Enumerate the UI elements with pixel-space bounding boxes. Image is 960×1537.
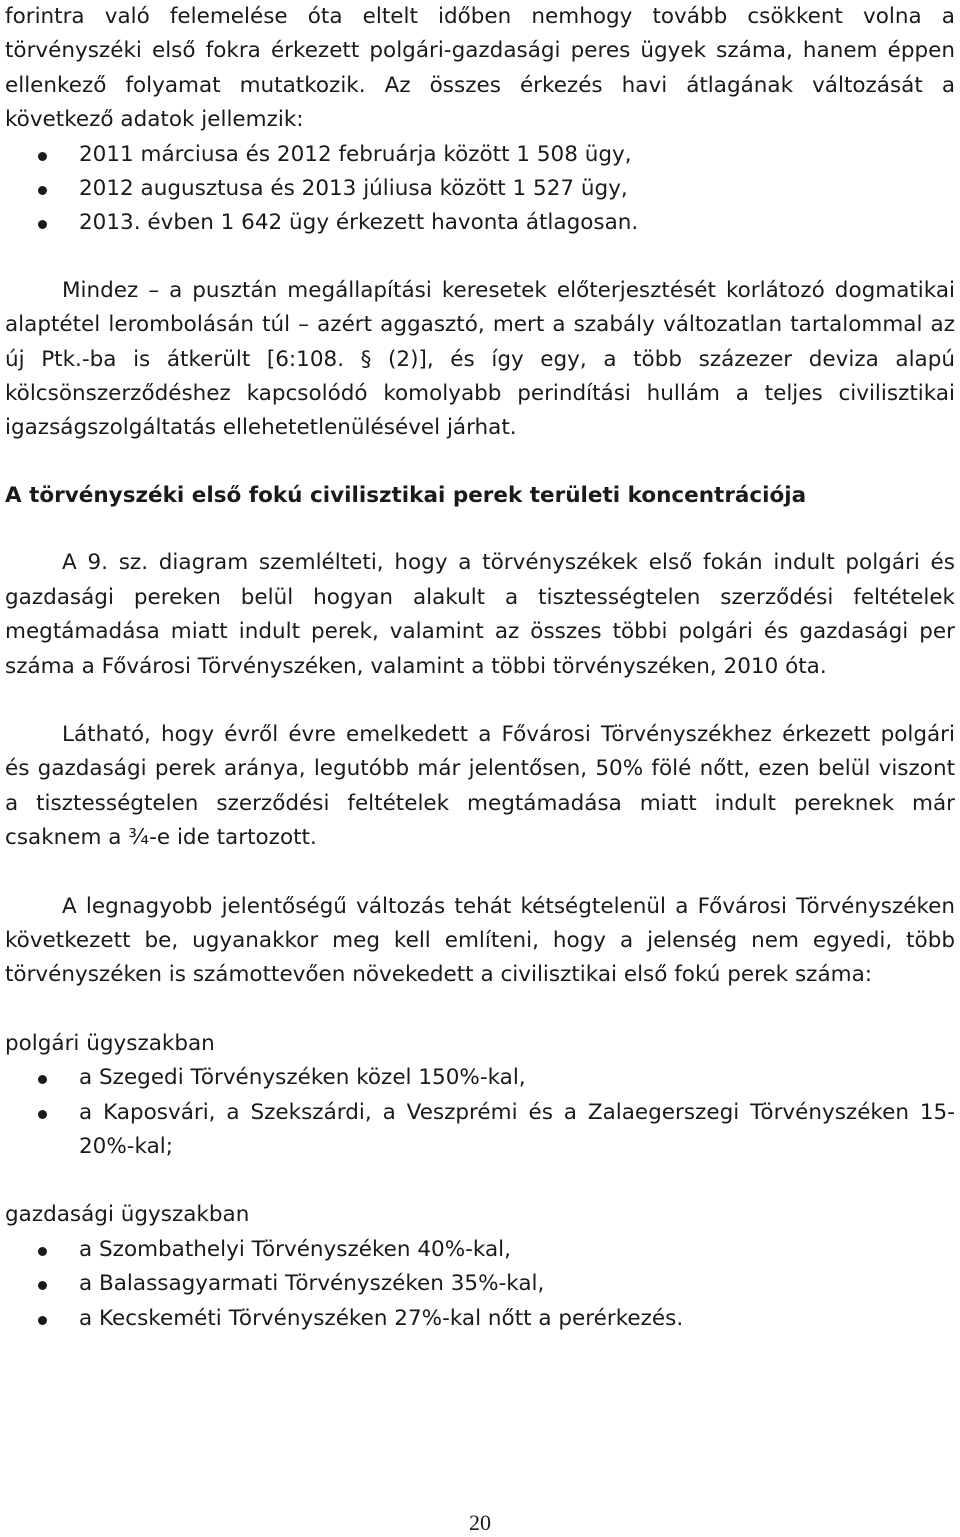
arrival-average-list	[5, 138, 955, 241]
bullet-icon	[38, 186, 47, 195]
bullet-icon	[38, 1316, 47, 1325]
page-number: 20	[469, 1510, 491, 1535]
paragraph-other-courts: A legnagyobb jelentőségű változás tehát kétségtelenül a Fővárosi Törvényszéken következett be, ugyanakkor meg kell említeni, hogy a jelenség nem egyedi, több törvényszéken is számottevően növekedett a civilisztikai első fokú perek száma:	[5, 893, 955, 988]
bullet-icon	[38, 1110, 47, 1119]
list-item: a Kaposvári, a Szekszárdi, a Veszprémi és a Zalaegerszegi Törvényszéken 15-20%-kal;	[5, 1096, 955, 1165]
list-item: 2012 augusztusa és 2013 júliusa között 1 527 ügy,	[5, 172, 955, 206]
section-sign: §	[360, 346, 372, 372]
list-item: a Szegedi Törvényszéken közel 150%-kal,	[5, 1061, 955, 1095]
list-item: a Szombathelyi Törvényszéken 40%-kal,	[5, 1233, 955, 1267]
bullet-icon	[38, 152, 47, 161]
paragraph-diagram-intro: A 9. sz. diagram szemlélteti, hogy a törvényszékek első fokán indult polgári és gazdasági pereken belül hogyan alakult a tisztességtelen szerződési feltételek megtámadása miatt indult perek, valamint az összes többi polgári és gazdasági per száma a Fővárosi Törvényszéken, valamint a többi törvényszéken, 2010 óta.	[5, 550, 955, 679]
list-item: 2011 márciusa és 2012 februárja között 1 508 ügy,	[5, 138, 955, 172]
bullet-icon	[38, 220, 47, 229]
economic-section-label: gazdasági ügyszakban	[5, 1202, 250, 1228]
list-item: a Balassagyarmati Törvényszéken 35%-kal,	[5, 1267, 955, 1301]
economic-courts-list	[5, 1233, 955, 1336]
bullet-icon	[38, 1247, 47, 1256]
section-heading: A törvényszéki első fokú civilisztikai perek területi koncentrációja	[5, 482, 807, 508]
bullet-icon	[38, 1281, 47, 1290]
civil-courts-list	[5, 1061, 955, 1164]
paragraph-capital-share: Látható, hogy évről évre emelkedett a Fővárosi Törvényszékhez érkezett polgári és gazdasági perek aránya, legutóbb már jelentősen, 50% fölé nőtt, ezen belül viszont a tisztességtelen szerződési feltételek megtámadása miatt indult pereknek már csaknem a ¾-e ide tartozott.	[5, 721, 955, 851]
civil-section-label: polgári ügyszakban	[5, 1030, 215, 1056]
document-page	[5, 0, 955, 1537]
paragraph-arrival-trend: forintra való felemelése óta eltelt időben nemhogy tovább csökkent volna a törvényszéki első fokra érkezett polgári-gazdasági peres ügyek száma, hanem éppen ellenkező folyamat mutatkozik. Az összes érkezés havi átlagának változását a következő adatok jellemzik:	[5, 4, 955, 133]
list-item: a Kecskeméti Törvényszéken 27%-kal nőtt a perérkezés.	[5, 1302, 955, 1336]
bullet-icon	[38, 1075, 47, 1084]
list-item: 2013. évben 1 642 ügy érkezett havonta átlagosan.	[5, 206, 955, 240]
paragraph-ptk-concern: Mindez – a pusztán megállapítási keresetek előterjesztését korlátozó dogmatikai alaptétel lerombolásán túl – azért aggasztó, mert a szabály változatlan tartalommal az új Ptk.-ba is átkerült [6:108. § (2)], és így egy, a több százezer deviza alapú kölcsönszerződéshez kapcsolódó komolyabb perindítási hullám a teljes civilisztikai igazságszolgáltatás ellehetetlenülésével járhat.	[5, 277, 955, 441]
